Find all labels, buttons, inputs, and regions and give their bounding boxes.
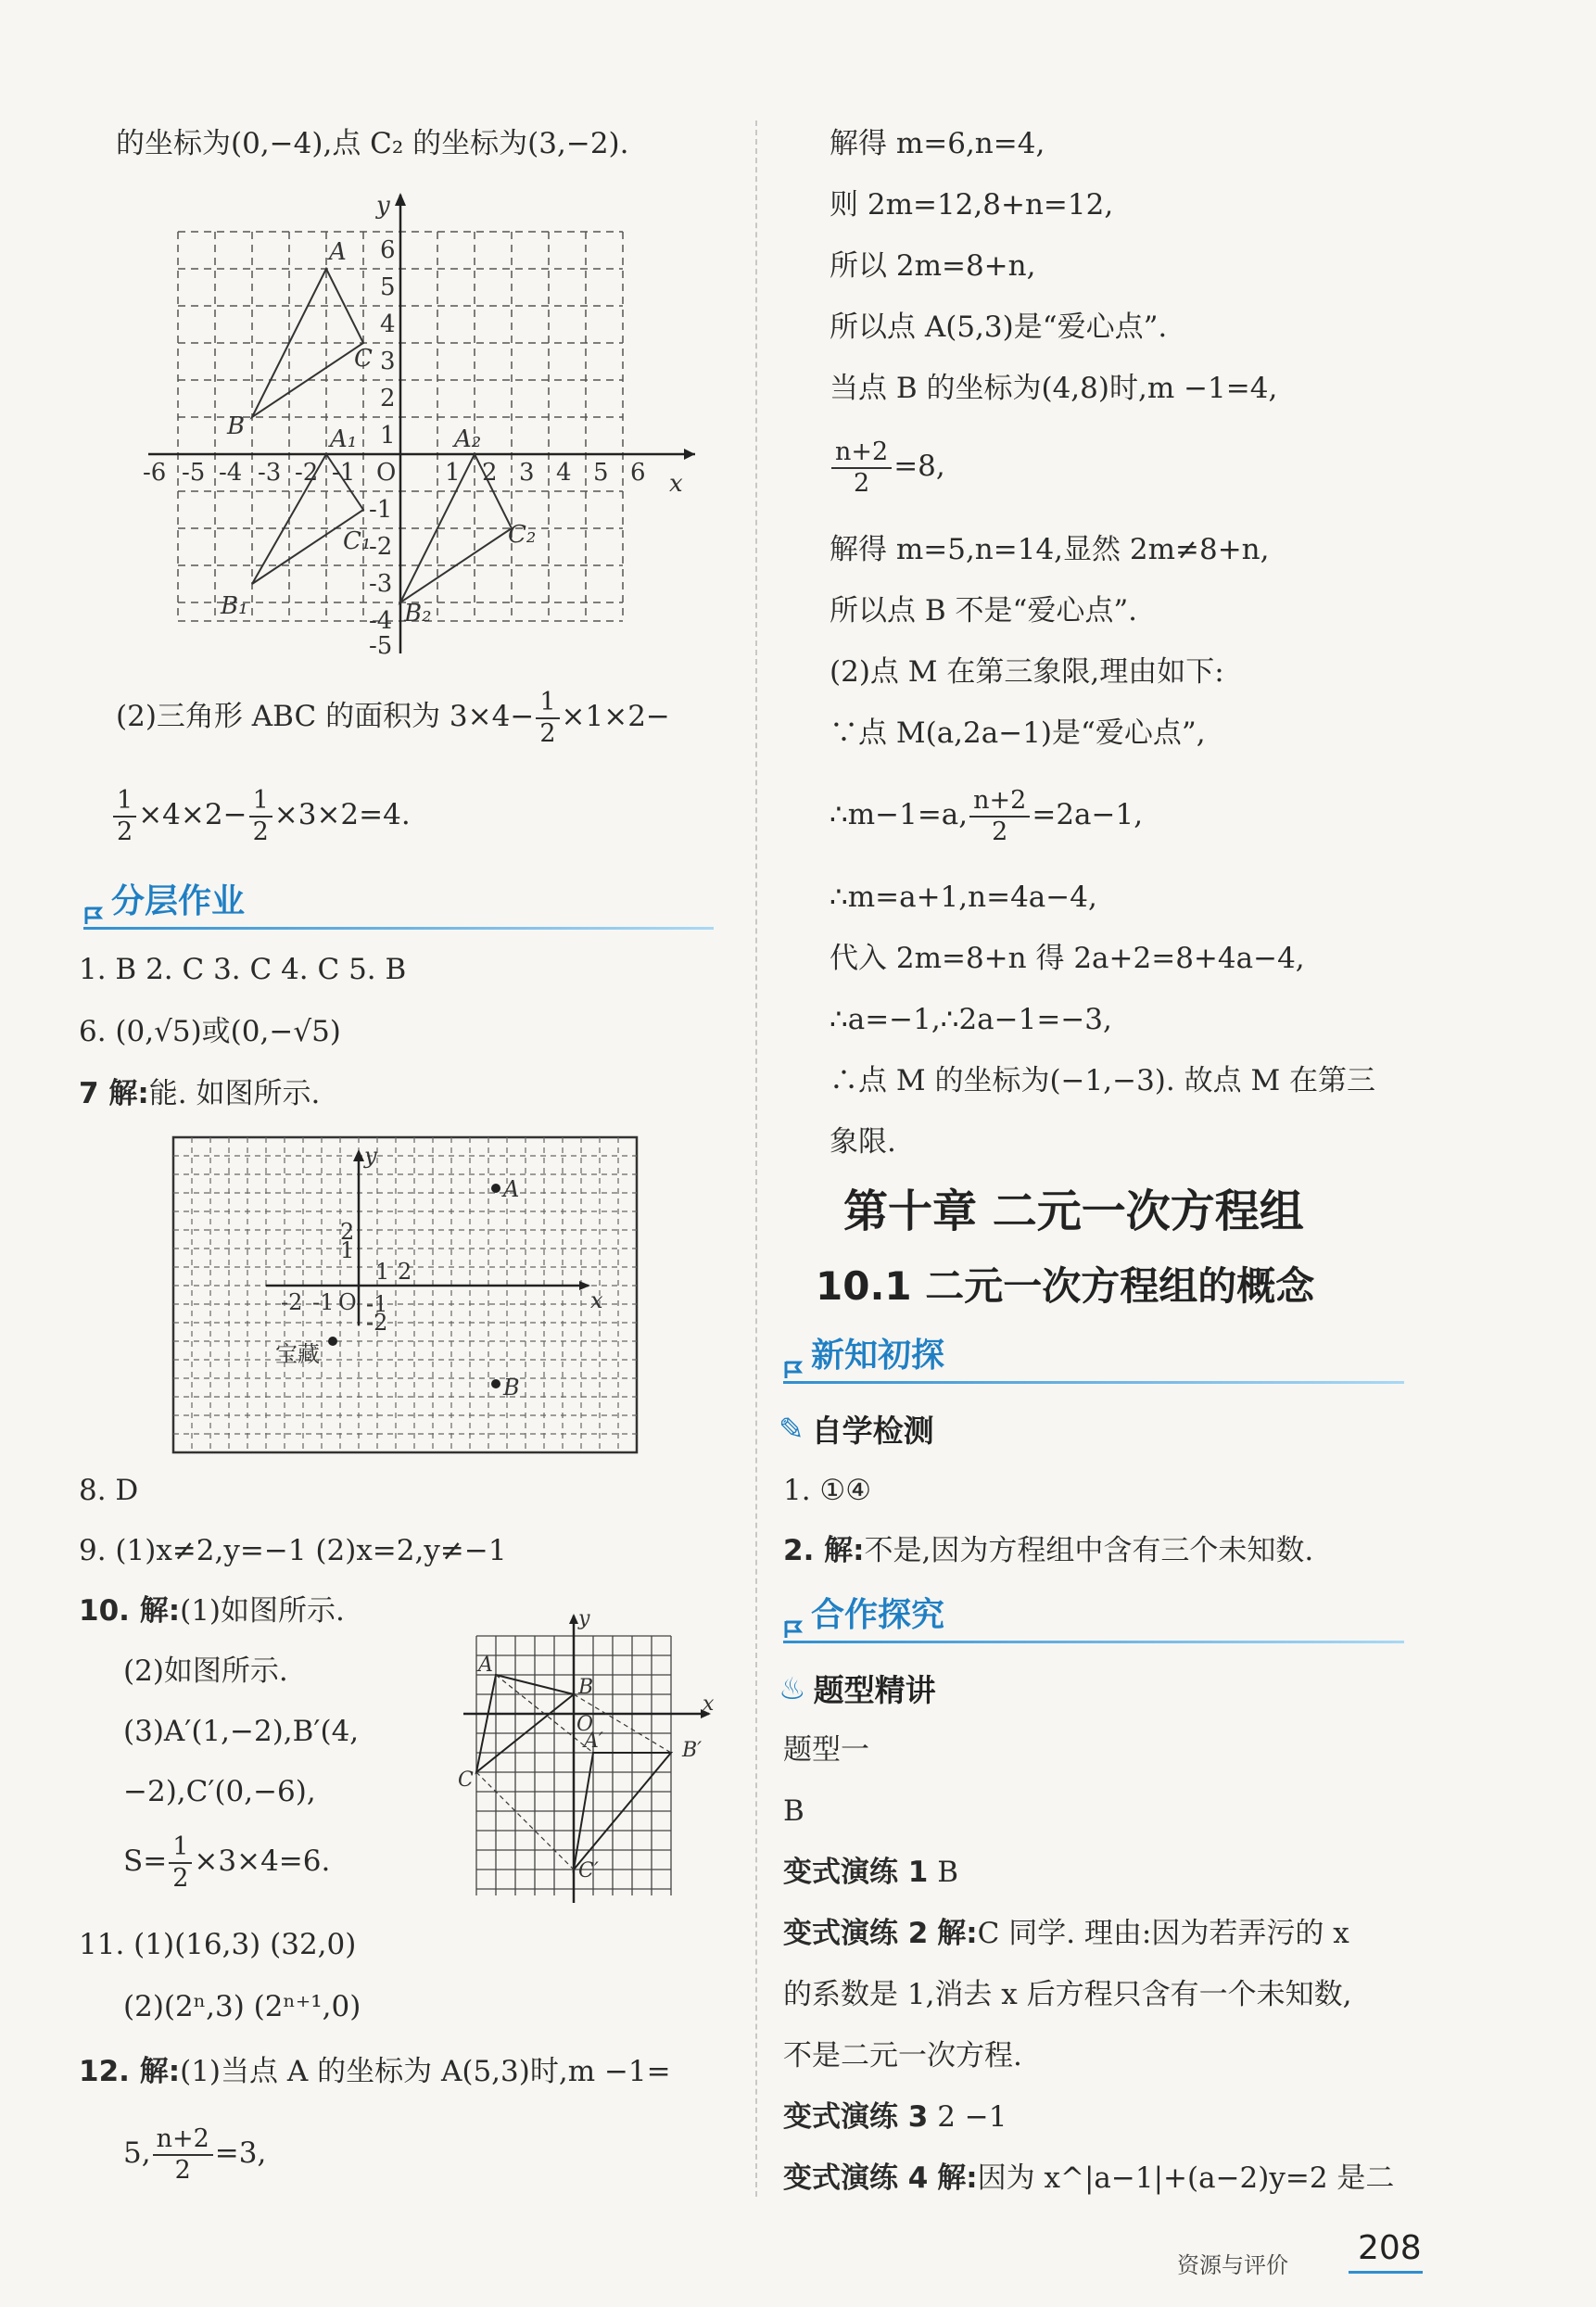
answer-line: 1. B 2. C 3. C 4. C 5. B bbox=[79, 953, 407, 986]
label: 变式演练 2 bbox=[783, 1917, 929, 1950]
origin-label: O bbox=[576, 1713, 594, 1736]
answer-line: (2)如图所示. bbox=[123, 1654, 288, 1688]
text: =8, bbox=[893, 450, 945, 483]
point-label: C bbox=[458, 1768, 474, 1792]
y-tick: 2 bbox=[380, 385, 396, 412]
point-label: C bbox=[354, 345, 373, 373]
fraction bbox=[169, 1832, 192, 1894]
flag-icon bbox=[783, 1610, 804, 1630]
text-line: 则 2m=12,8+n=12, bbox=[830, 188, 1114, 222]
fraction bbox=[536, 688, 559, 749]
x-tick: -1 bbox=[332, 459, 356, 487]
x-tick: -2 bbox=[281, 1289, 303, 1315]
coordinate-graph-2 bbox=[171, 1135, 640, 1455]
text-line: ∵点 M(a,2a−1)是“爱心点”, bbox=[830, 716, 1206, 750]
y-axis-label: y bbox=[376, 192, 390, 220]
answer-line: 6. (0,√5)或(0,−√5) bbox=[79, 1015, 341, 1048]
answer-line: B bbox=[783, 1794, 804, 1828]
answer-line: −2),C′(0,−6), bbox=[123, 1775, 316, 1808]
label: 2. 解: bbox=[783, 1534, 865, 1567]
point-label: C₂ bbox=[508, 521, 537, 549]
text-line: ∴m=a+1,n=4a−4, bbox=[830, 881, 1097, 914]
answer-line: 9. (1)x≠2,y=−1 (2)x=2,y≠−1 bbox=[79, 1534, 507, 1567]
coordinate-graph-3 bbox=[454, 1608, 723, 1905]
x-tick: -3 bbox=[258, 459, 282, 487]
subheading bbox=[779, 1407, 934, 1451]
y-axis-label: y bbox=[364, 1143, 377, 1169]
label: 12. 解: bbox=[79, 2055, 181, 2088]
y-tick: 4 bbox=[380, 311, 396, 338]
answer-line: 题型一 bbox=[783, 1733, 869, 1767]
text: B bbox=[937, 1856, 959, 1889]
frac-num: 1 bbox=[113, 786, 136, 818]
origin-label: O bbox=[338, 1289, 357, 1315]
frac-num: 1 bbox=[169, 1832, 192, 1864]
text-line bbox=[830, 784, 1143, 847]
text: =2a−1, bbox=[1032, 798, 1144, 831]
frac-den: 2 bbox=[539, 718, 556, 748]
y-tick: -4 bbox=[369, 607, 393, 635]
x-tick: -6 bbox=[143, 459, 167, 487]
y-tick: 6 bbox=[380, 236, 396, 264]
point-label: B bbox=[503, 1375, 520, 1401]
chapter-title: 第十章 二元一次方程组 bbox=[843, 1185, 1304, 1237]
flag-icon bbox=[783, 1350, 804, 1371]
y-tick: 1 bbox=[380, 422, 396, 450]
x-tick: 2 bbox=[398, 1259, 412, 1285]
x-tick: 2 bbox=[482, 459, 498, 487]
answer-line bbox=[783, 2086, 1007, 2148]
frac-num: n+2 bbox=[153, 2124, 213, 2156]
point-label: A₂ bbox=[454, 425, 482, 453]
fraction bbox=[113, 786, 136, 847]
text-line: 的坐标为(0,−4),点 C₂ 的坐标为(3,−2). bbox=[116, 127, 629, 160]
footer-book-title: 资源与评价 bbox=[1177, 2252, 1288, 2278]
origin-label: O bbox=[376, 459, 397, 487]
frac-num: 1 bbox=[249, 786, 272, 818]
answer-line bbox=[79, 2041, 671, 2102]
text: 因为 x^|a−1|+(a−2)y=2 是二 bbox=[977, 2161, 1395, 2195]
answer-line bbox=[79, 1580, 345, 1642]
text-line: 代入 2m=8+n 得 2a+2=8+4a−4, bbox=[830, 942, 1305, 975]
text-line: 所以 2m=8+n, bbox=[830, 249, 1036, 283]
flag-icon bbox=[83, 896, 104, 917]
text-line: 象限. bbox=[830, 1125, 896, 1159]
text: 不是,因为方程组中含有三个未知数. bbox=[864, 1534, 1314, 1567]
x-tick: -5 bbox=[182, 459, 206, 487]
section-heading bbox=[783, 1590, 1404, 1636]
text: (1)如图所示. bbox=[180, 1594, 345, 1628]
label: 解: bbox=[937, 1917, 978, 1950]
pencil-icon: ✎ bbox=[779, 1411, 804, 1447]
text: =3, bbox=[214, 2136, 267, 2170]
frac-num: 1 bbox=[536, 688, 559, 719]
label: 7 解: bbox=[79, 1077, 149, 1110]
x-tick: 4 bbox=[556, 459, 572, 487]
flame-icon: ♨ bbox=[779, 1670, 806, 1706]
text: ×4×2− bbox=[138, 798, 247, 831]
frac-num: n+2 bbox=[831, 437, 892, 469]
point-label: B bbox=[578, 1676, 594, 1699]
y-tick: -3 bbox=[369, 570, 393, 598]
point-label: A′ bbox=[584, 1730, 603, 1753]
section-underline bbox=[83, 927, 714, 930]
y-tick: 3 bbox=[380, 348, 396, 375]
label: 变式演练 4 bbox=[783, 2161, 929, 2195]
subheading bbox=[779, 1667, 936, 1710]
answer-line: 不是二元一次方程. bbox=[783, 2039, 1022, 2072]
text: 5, bbox=[123, 2136, 151, 2170]
frac-den: 2 bbox=[117, 817, 133, 846]
answer-line: 11. (1)(16,3) (32,0) bbox=[79, 1928, 357, 1961]
y-tick: 1 bbox=[340, 1237, 355, 1263]
text-line: 解得 m=5,n=14,显然 2m≠8+n, bbox=[830, 533, 1270, 566]
section-title: 分层作业 bbox=[111, 882, 246, 920]
text: ×1×2− bbox=[561, 700, 670, 733]
y-tick: -2 bbox=[366, 1310, 388, 1336]
x-axis-label: x bbox=[669, 470, 683, 498]
x-axis-label: x bbox=[590, 1287, 603, 1313]
frac-den: 2 bbox=[172, 1863, 189, 1893]
point-label: A bbox=[478, 1654, 493, 1677]
answer-line: 1. ①④ bbox=[783, 1474, 872, 1507]
subheading-text: 题型精讲 bbox=[813, 1672, 936, 1708]
frac-num: n+2 bbox=[969, 786, 1030, 818]
answer-line: (3)A′(1,−2),B′(4, bbox=[123, 1715, 360, 1748]
y-tick: -2 bbox=[369, 533, 393, 561]
x-tick: 6 bbox=[630, 459, 646, 487]
y-tick: 5 bbox=[380, 273, 396, 301]
y-axis-label: y bbox=[578, 1608, 590, 1630]
label: 10. 解: bbox=[79, 1594, 181, 1628]
area-line-1 bbox=[116, 686, 670, 749]
point-label: B₁ bbox=[221, 592, 248, 620]
x-tick: -2 bbox=[295, 459, 319, 487]
point-label: A₁ bbox=[330, 425, 358, 453]
answer-line bbox=[783, 1842, 958, 1903]
answer-line: (2)(2ⁿ,3) (2ⁿ⁺¹,0) bbox=[123, 1990, 361, 2023]
section-title: 10.1 二元一次方程组的概念 bbox=[816, 1263, 1315, 1309]
page-number: 208 bbox=[1358, 2229, 1422, 2267]
frac-den: 2 bbox=[992, 817, 1008, 846]
fraction bbox=[831, 437, 892, 499]
frac-den: 2 bbox=[174, 2155, 191, 2185]
coordinate-graph-1 bbox=[139, 185, 704, 658]
fraction bbox=[969, 786, 1030, 847]
point-label: A bbox=[329, 238, 347, 266]
y-tick: -5 bbox=[369, 632, 393, 658]
text-line: 当点 B 的坐标为(4,8)时,m −1=4, bbox=[830, 372, 1278, 405]
text: 能. 如图所示. bbox=[148, 1077, 321, 1110]
answer-line: 8. D bbox=[79, 1474, 139, 1507]
label: 解: bbox=[937, 2161, 978, 2195]
subheading-text: 自学检测 bbox=[811, 1413, 934, 1449]
frac-den: 2 bbox=[854, 468, 870, 498]
x-tick: 1 bbox=[445, 459, 461, 487]
point-label: B′ bbox=[682, 1739, 703, 1762]
answer-line bbox=[783, 1903, 1349, 1964]
x-tick: 1 bbox=[375, 1259, 390, 1285]
y-tick: 2 bbox=[340, 1219, 355, 1245]
text: 2 −1 bbox=[937, 2100, 1007, 2134]
text: (1)当点 A 的坐标为 A(5,3)时,m −1= bbox=[180, 2055, 671, 2088]
label: 变式演练 3 bbox=[783, 2100, 929, 2134]
page-number-underline bbox=[1349, 2271, 1423, 2274]
text-line: (2)点 M 在第三象限,理由如下: bbox=[830, 655, 1224, 689]
treasure-label: 宝藏 bbox=[275, 1341, 320, 1367]
text-line bbox=[830, 436, 945, 499]
answer-line bbox=[123, 2123, 266, 2186]
x-tick: 5 bbox=[593, 459, 609, 487]
text: ×3×4=6. bbox=[194, 1844, 331, 1878]
text-line: ∴点 M 的坐标为(−1,−3). 故点 M 在第三 bbox=[830, 1064, 1376, 1097]
y-tick: -1 bbox=[366, 1291, 388, 1317]
point-label: B bbox=[227, 412, 246, 440]
x-tick: -4 bbox=[219, 459, 243, 487]
section-heading bbox=[783, 1330, 1404, 1376]
point-label: C₁ bbox=[343, 527, 372, 555]
text-line: 所以点 A(5,3)是“爱心点”. bbox=[830, 311, 1168, 344]
answer-line bbox=[123, 1831, 330, 1894]
text: S= bbox=[123, 1844, 168, 1878]
column-divider bbox=[755, 120, 757, 2197]
area-line-2 bbox=[111, 784, 411, 847]
section-underline bbox=[783, 1381, 1404, 1384]
x-tick: -1 bbox=[312, 1289, 335, 1315]
answer-line: 的系数是 1,消去 x 后方程只含有一个未知数, bbox=[783, 1978, 1352, 2011]
x-axis-label: x bbox=[703, 1692, 715, 1716]
frac-den: 2 bbox=[252, 817, 269, 846]
section-title: 新知初探 bbox=[811, 1337, 945, 1375]
fraction bbox=[249, 786, 272, 847]
text: C 同学. 理由:因为若弄污的 x bbox=[977, 1917, 1349, 1950]
section-underline bbox=[783, 1641, 1404, 1643]
answer-line bbox=[783, 1520, 1313, 1581]
answer-line bbox=[79, 1063, 320, 1124]
point-label: C′ bbox=[578, 1859, 599, 1882]
point-label: B₂ bbox=[404, 600, 432, 627]
y-tick: -1 bbox=[369, 496, 393, 524]
text: (2)三角形 ABC 的面积为 3×4− bbox=[116, 700, 535, 733]
text-line: 所以点 B 不是“爱心点”. bbox=[830, 594, 1138, 627]
answer-line bbox=[783, 2148, 1394, 2209]
section-title: 合作探究 bbox=[811, 1596, 945, 1634]
text-line: ∴a=−1,∴2a−1=−3, bbox=[830, 1003, 1112, 1036]
text-line: 解得 m=6,n=4, bbox=[830, 127, 1045, 160]
x-tick: 3 bbox=[519, 459, 535, 487]
section-heading bbox=[83, 876, 714, 922]
point-label: A bbox=[503, 1176, 520, 1202]
text: ×3×2=4. bbox=[273, 798, 411, 831]
text: ∴m−1=a, bbox=[830, 798, 969, 831]
label: 变式演练 1 bbox=[783, 1856, 929, 1889]
fraction bbox=[153, 2124, 213, 2186]
